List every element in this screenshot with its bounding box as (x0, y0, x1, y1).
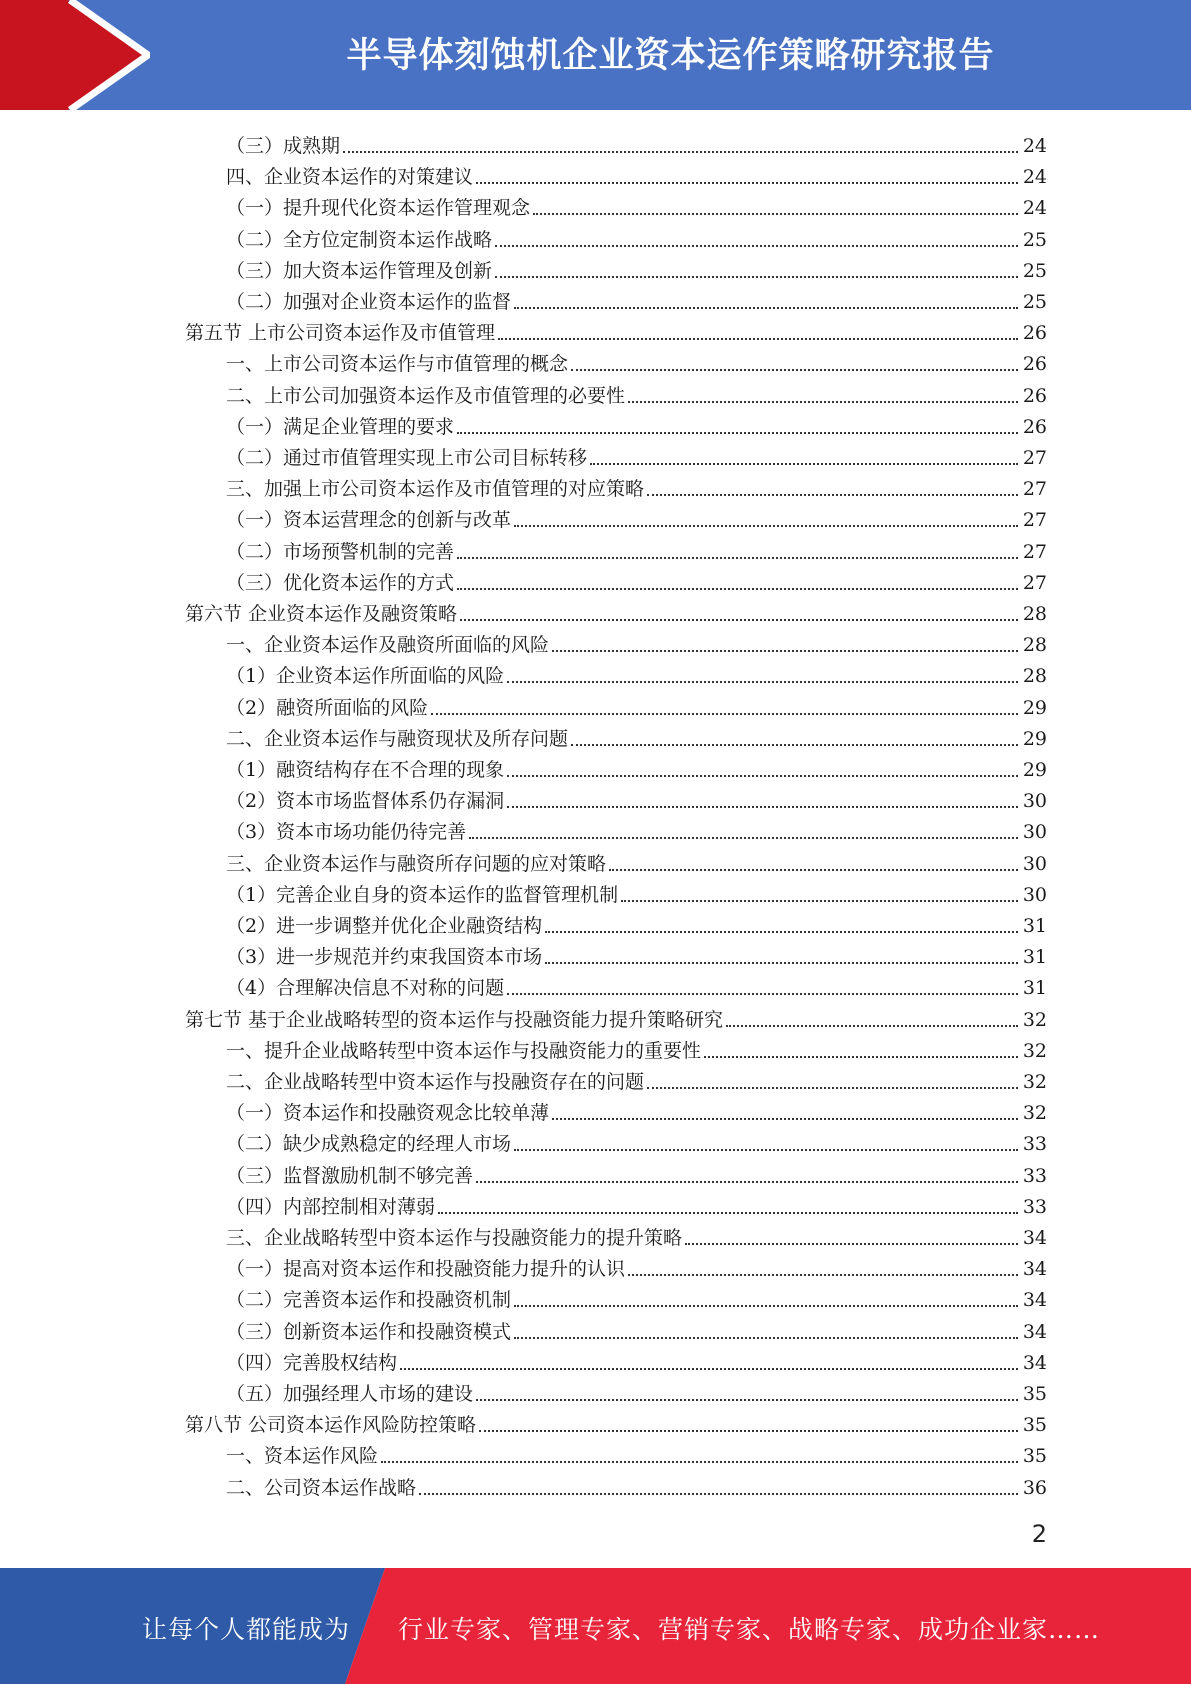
toc-entry-title: 一、提升企业战略转型中资本运作与投融资能力的重要性 (226, 1039, 702, 1062)
toc-entry-title: （一）满足企业管理的要求 (226, 415, 455, 438)
toc-dot-leader (400, 1368, 1018, 1370)
toc-entry-page: 33 (1022, 1133, 1047, 1156)
toc-dot-leader (476, 1181, 1018, 1183)
toc-entry-title: 一、上市公司资本运作与市值管理的概念 (226, 353, 569, 376)
toc-entry[interactable] (226, 1313, 1047, 1344)
toc-entry-page: 31 (1022, 946, 1047, 969)
toc-entry-title: 二、企业战略转型中资本运作与投融资存在的问题 (226, 1071, 645, 1093)
toc-dot-leader (479, 1430, 1018, 1432)
toc-entry[interactable] (226, 533, 1047, 564)
toc-dot-leader (628, 401, 1018, 403)
toc-entry-title: 一、企业资本运作及融资所面临的风险 (226, 634, 550, 657)
toc-entry[interactable] (226, 1250, 1047, 1281)
toc-dot-leader (431, 713, 1018, 715)
toc-dot-leader (514, 525, 1018, 527)
toc-entry[interactable] (226, 1281, 1047, 1312)
toc-dot-leader (571, 744, 1018, 746)
toc-entry[interactable] (226, 969, 1047, 1000)
toc-entry-page: 26 (1022, 353, 1047, 376)
toc-entry[interactable] (226, 1219, 1047, 1250)
toc-entry-page: 30 (1022, 790, 1047, 813)
toc-entry-title: 第五节 上市公司资本运作及市值管理 (185, 322, 496, 345)
toc-entry-page: 32 (1022, 1102, 1047, 1125)
toc-entry-page: 34 (1022, 1289, 1047, 1312)
toc-entry-page: 25 (1022, 228, 1047, 251)
toc-entry-title: （四）完善股权结构 (226, 1351, 398, 1374)
toc-entry-title: （三）优化资本运作的方式 (226, 571, 455, 594)
toc-entry-title: （一）资本运营理念的创新与改革 (226, 509, 512, 532)
report-title: 半导体刻蚀机企业资本运作策略研究报告 (346, 36, 995, 76)
toc-dot-leader (514, 1337, 1018, 1339)
toc-dot-leader (647, 1087, 1018, 1089)
toc-entry-title: 二、公司资本运作战略 (226, 1476, 417, 1499)
toc-entry-page: 24 (1022, 197, 1047, 220)
toc-entry-page: 34 (1022, 1351, 1047, 1374)
toc-entry-page: 29 (1022, 759, 1047, 781)
toc-entry-page: 28 (1022, 665, 1047, 688)
toc-entry[interactable] (185, 595, 1047, 626)
toc-entry-page: 29 (1022, 696, 1047, 719)
toc-entry-page: 32 (1022, 1039, 1047, 1062)
toc-dot-leader (438, 1212, 1018, 1214)
toc-entry-title: 二、企业资本运作与融资现状及所存问题 (226, 727, 569, 750)
toc-entry-page: 27 (1022, 540, 1047, 563)
toc-entry[interactable] (226, 470, 1047, 501)
toc-dot-leader (704, 1056, 1018, 1058)
toc-entry-title: （二）通过市值管理实现上市公司目标转移 (226, 447, 588, 469)
toc-entry[interactable] (226, 720, 1047, 751)
toc-entry-page: 27 (1022, 509, 1047, 532)
toc-dot-leader (457, 588, 1018, 590)
toc-entry-title: （五）加强经理人市场的建设 (226, 1383, 474, 1405)
toc-dot-leader (514, 307, 1018, 309)
toc-entry-page: 35 (1022, 1445, 1047, 1468)
toc-entry[interactable] (226, 1188, 1047, 1219)
toc-entry-page: 24 (1022, 166, 1047, 189)
page-footer (0, 1568, 1191, 1684)
toc-dot-leader (498, 338, 1018, 340)
toc-entry[interactable] (226, 1437, 1047, 1468)
toc-entry[interactable] (226, 345, 1047, 376)
toc-entry-title: 一、资本运作风险 (226, 1445, 379, 1468)
page-header (0, 0, 1191, 110)
toc-entry-title: （二）完善资本运作和投融资机制 (226, 1289, 512, 1312)
toc-dot-leader (495, 245, 1018, 247)
toc-entry[interactable] (226, 377, 1047, 408)
toc-entry-page: 31 (1022, 977, 1047, 1000)
toc-entry[interactable] (226, 751, 1047, 782)
toc-dot-leader (514, 1305, 1018, 1307)
toc-dot-leader (495, 276, 1018, 278)
toc-entry-title: （二）全方位定制资本运作战略 (226, 228, 493, 251)
toc-entry-page: 35 (1022, 1383, 1047, 1405)
toc-entry-title: （三）创新资本运作和投融资模式 (226, 1320, 512, 1343)
toc-entry-page: 26 (1022, 415, 1047, 438)
toc-entry-page: 31 (1022, 915, 1047, 937)
toc-entry-page: 25 (1022, 259, 1047, 282)
toc-entry-page: 33 (1022, 1164, 1047, 1187)
toc-entry-page: 35 (1022, 1414, 1047, 1437)
toc-dot-leader (621, 900, 1018, 902)
toc-entry-title: 四、企业资本运作的对策建议 (226, 166, 474, 189)
toc-entry-page: 32 (1022, 1008, 1047, 1031)
toc-dot-leader (507, 806, 1018, 808)
toc-entry-title: （二）缺少成熟稳定的经理人市场 (226, 1133, 512, 1156)
toc-entry-title: （1）融资结构存在不合理的现象 (226, 759, 505, 781)
toc-entry-title: （2）资本市场监督体系仍存漏洞 (226, 790, 505, 813)
toc-entry-title: （三）成熟期 (226, 135, 341, 157)
toc-entry-page: 26 (1022, 384, 1047, 407)
toc-dot-leader (507, 993, 1018, 995)
toc-entry[interactable] (226, 501, 1047, 532)
toc-entry-page: 27 (1022, 478, 1047, 501)
toc-entry[interactable] (226, 1094, 1047, 1125)
footer-slogan-right: 行业专家、管理专家、营销专家、战略专家、成功企业家…… (398, 1615, 1101, 1644)
toc-dot-leader (457, 432, 1018, 434)
toc-dot-leader (460, 619, 1018, 621)
toc-dot-leader (552, 1118, 1018, 1120)
toc-dot-leader (628, 1274, 1018, 1276)
toc-entry[interactable] (185, 314, 1047, 345)
toc-entry[interactable] (226, 1157, 1047, 1188)
toc-entry-title: 三、企业资本运作与融资所存问题的应对策略 (226, 852, 607, 875)
toc-entry[interactable] (226, 845, 1047, 876)
toc-dot-leader (685, 1243, 1018, 1245)
toc-entry-title: （1）企业资本运作所面临的风险 (226, 665, 505, 688)
toc-entry-title: 第八节 公司资本运作风险防控策略 (185, 1414, 477, 1437)
toc-entry-title: （二）加强对企业资本运作的监督 (226, 291, 512, 313)
toc-entry[interactable] (226, 689, 1047, 720)
toc-entry-page: 24 (1022, 135, 1047, 157)
page-number: 2 (1031, 1520, 1047, 1548)
toc-entry[interactable] (226, 221, 1047, 252)
toc-entry-page: 28 (1022, 634, 1047, 657)
toc-entry-title: 三、加强上市公司资本运作及市值管理的对应策略 (226, 478, 645, 501)
toc-entry-title: （三）加大资本运作管理及创新 (226, 259, 493, 282)
toc-entry-page: 34 (1022, 1227, 1047, 1249)
toc-entry-title: （2）融资所面临的风险 (226, 696, 429, 719)
toc-dot-leader (726, 1025, 1018, 1027)
toc-entry-title: （一）提升现代化资本运作管理观念 (226, 197, 531, 220)
toc-entry[interactable] (226, 657, 1047, 688)
toc-entry-title: （四）内部控制相对薄弱 (226, 1195, 436, 1218)
toc-entry-page: 27 (1022, 447, 1047, 469)
toc-entry-page: 29 (1022, 727, 1047, 750)
toc-entry-page: 25 (1022, 291, 1047, 313)
toc-entry-title: （一）资本运作和投融资观念比较单薄 (226, 1102, 550, 1125)
toc-entry-title: （3）资本市场功能仍待完善 (226, 821, 467, 844)
toc-dot-leader (609, 869, 1018, 871)
toc-entry-page: 30 (1022, 821, 1047, 844)
toc-entry-page: 32 (1022, 1071, 1047, 1093)
toc-entry-page: 30 (1022, 852, 1047, 875)
toc-entry[interactable] (226, 439, 1047, 470)
footer-slogan-left: 让每个人都能成为 (142, 1615, 351, 1644)
toc-entry[interactable] (226, 189, 1047, 220)
toc-entry[interactable] (226, 626, 1047, 657)
toc-dot-leader (457, 557, 1018, 559)
toc-entry-page: 30 (1022, 883, 1047, 906)
toc-entry[interactable] (226, 1344, 1047, 1375)
toc-entry-page: 36 (1022, 1476, 1047, 1499)
toc-entry[interactable] (226, 876, 1047, 907)
toc-entry[interactable] (226, 782, 1047, 813)
toc-entry[interactable] (226, 252, 1047, 283)
toc-entry-page: 34 (1022, 1258, 1047, 1281)
toc-dot-leader (507, 775, 1018, 777)
toc-entry[interactable] (226, 158, 1047, 189)
toc-entry[interactable] (226, 813, 1047, 844)
toc-entry[interactable] (226, 127, 1047, 158)
toc-entry-title: （一）提高对资本运作和投融资能力提升的认识 (226, 1258, 626, 1281)
toc-entry[interactable] (226, 564, 1047, 595)
toc-dot-leader (571, 369, 1018, 371)
toc-dot-leader (552, 650, 1018, 652)
toc-entry-page: 33 (1022, 1195, 1047, 1218)
toc-entry[interactable] (226, 907, 1047, 938)
toc-dot-leader (476, 182, 1018, 184)
toc-entry-title: 第七节 基于企业战略转型的资本运作与投融资能力提升策略研究 (185, 1008, 724, 1031)
toc-entry[interactable] (226, 1375, 1047, 1406)
toc-dot-leader (469, 837, 1018, 839)
toc-entry-title: （4）合理解决信息不对称的问题 (226, 977, 505, 1000)
toc-entry[interactable] (226, 1063, 1047, 1094)
toc-dot-leader (476, 1399, 1018, 1401)
toc-entry-title: 二、上市公司加强资本运作及市值管理的必要性 (226, 384, 626, 407)
toc-dot-leader (545, 931, 1018, 933)
toc-entry[interactable] (226, 1469, 1047, 1500)
toc-entry[interactable] (185, 1001, 1047, 1032)
toc-dot-leader (545, 962, 1018, 964)
toc-entry-page: 28 (1022, 603, 1047, 625)
toc-entry-title: 三、企业战略转型中资本运作与投融资能力的提升策略 (226, 1227, 683, 1249)
toc-entry[interactable] (226, 938, 1047, 969)
toc-dot-leader (647, 494, 1018, 496)
header-chevron-icon (0, 0, 150, 110)
toc-entry-page: 26 (1022, 322, 1047, 345)
toc-entry[interactable] (226, 283, 1047, 314)
toc-entry[interactable] (226, 1032, 1047, 1063)
toc-entry[interactable] (226, 408, 1047, 439)
toc-dot-leader (514, 1149, 1018, 1151)
toc-entry-page: 34 (1022, 1320, 1047, 1343)
toc-entry-title: 第六节 企业资本运作及融资策略 (185, 603, 458, 625)
toc-entry-title: （2）进一步调整并优化企业融资结构 (226, 915, 543, 937)
toc-dot-leader (590, 463, 1018, 465)
toc-entry[interactable] (185, 1406, 1047, 1437)
toc-entry-title: （3）进一步规范并约束我国资本市场 (226, 946, 543, 969)
toc-dot-leader (533, 213, 1018, 215)
toc-entry-title: （1）完善企业自身的资本运作的监督管理机制 (226, 883, 619, 906)
toc-dot-leader (507, 681, 1018, 683)
toc-dot-leader (419, 1493, 1018, 1495)
toc-entry[interactable] (226, 1125, 1047, 1156)
toc-entry-title: （三）监督激励机制不够完善 (226, 1164, 474, 1187)
toc-entry-page: 27 (1022, 571, 1047, 594)
toc-dot-leader (381, 1461, 1018, 1463)
toc-entry-title: （二）市场预警机制的完善 (226, 540, 455, 563)
toc-dot-leader (343, 151, 1018, 153)
